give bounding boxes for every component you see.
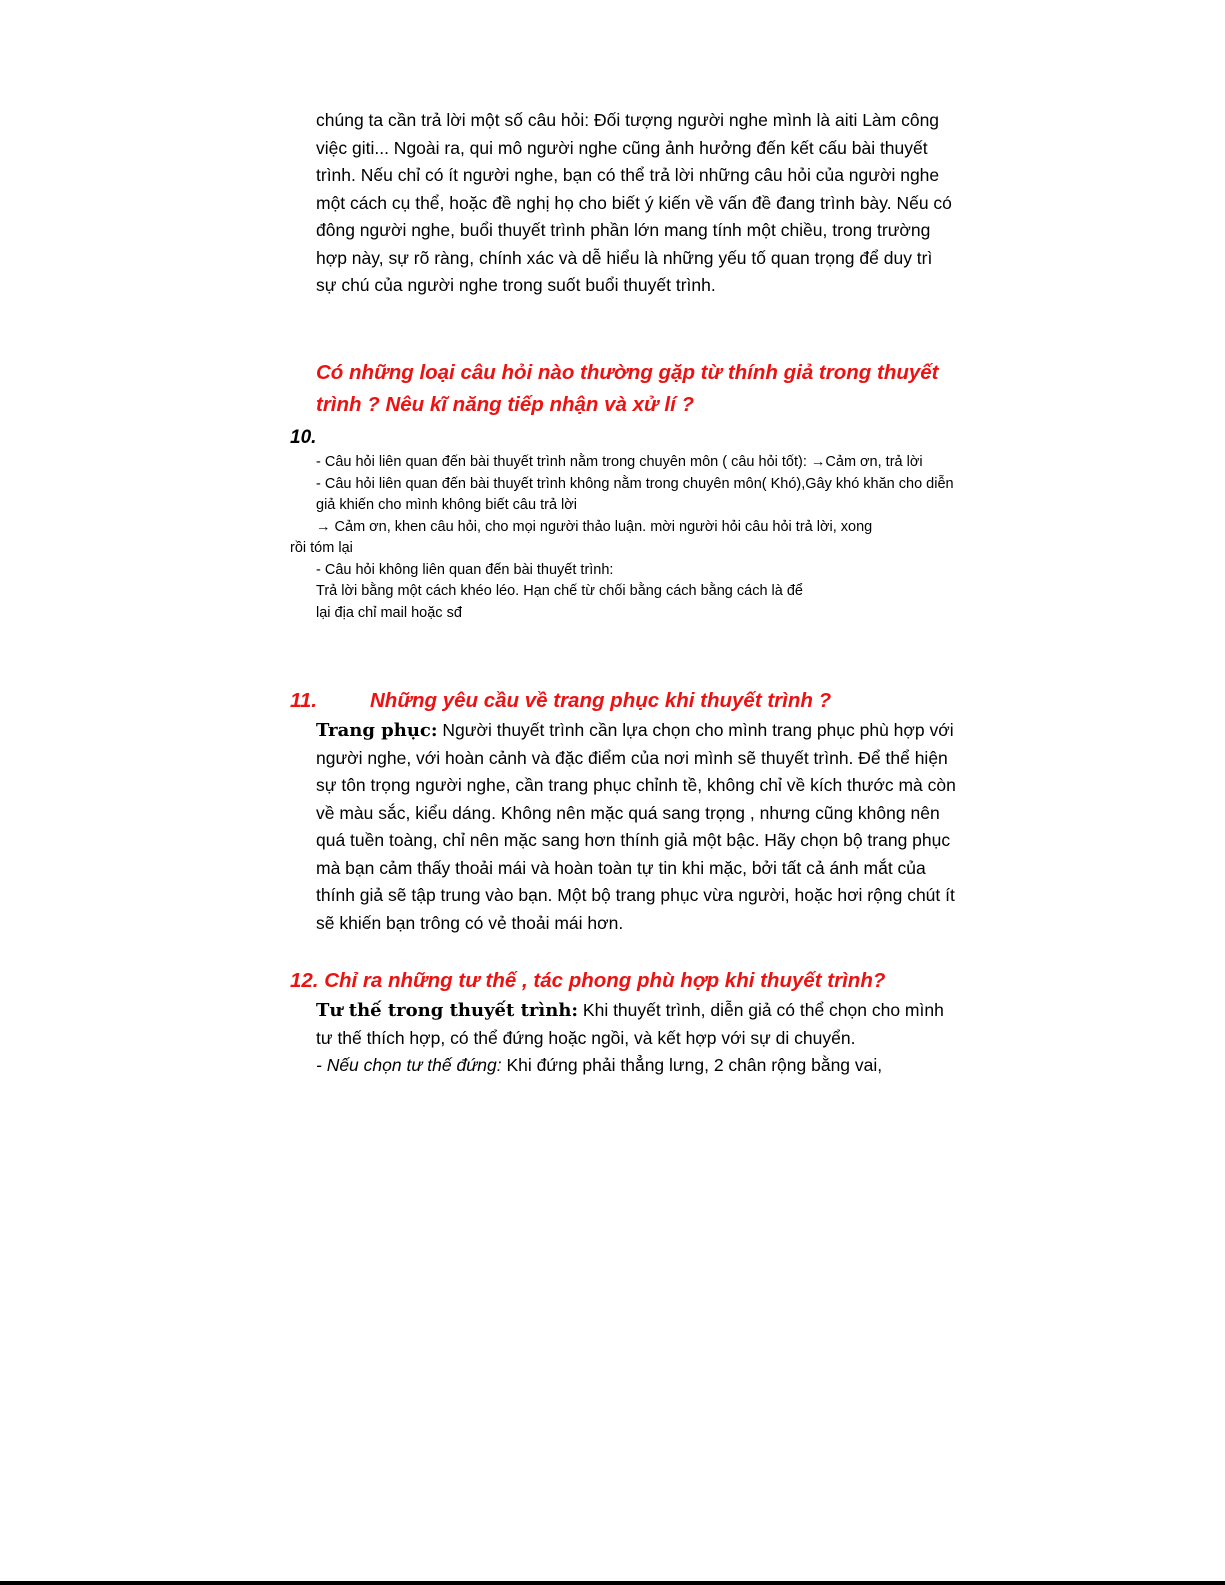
question-12-answer (316, 997, 956, 1080)
question-12-heading: 12. Chỉ ra những tư thế , tác phong phù hợp khi thuyết trình? (290, 969, 886, 992)
answer-line: Trả lời bằng một cách khéo léo. Hạn chế từ chối bằng cách bằng cách là để (316, 583, 803, 599)
answer-line: - Câu hỏi liên quan đến bài thuyết trình không nằm trong chuyên môn( Khó),Gây khó khăn cho diễn giả khiến cho mình không biết câu trả lời (316, 475, 954, 513)
question-11-number: 11. (290, 689, 317, 712)
answer-sub-lead: - Nếu chọn tư thế đứng: (316, 1055, 502, 1075)
question-11-answer (316, 717, 956, 937)
answer-line: → Cảm ơn, khen câu hỏi, cho mọi người thảo luận. mời người hỏi câu hỏi trả lời, xong (316, 518, 873, 535)
answer-line: - Câu hỏi không liên quan đến bài thuyết trình: (316, 561, 614, 578)
question-10-heading: Có những loại câu hỏi nào thường gặp từ thính giả trong thuyết trình ? Nêu kĩ năng tiếp nhận và xử lí ? (316, 361, 939, 416)
answer-sub-text: Khi đứng phải thẳng lưng, 2 chân rộng bằng vai, (501, 1055, 883, 1075)
question-10-number: 10. (290, 427, 317, 448)
answer-line: - Câu hỏi liên quan đến bài thuyết trình nằm trong chuyên môn ( câu hỏi tốt): →Cảm ơn, trả lời (316, 454, 923, 470)
page-bottom-border (0, 1581, 1225, 1585)
question-10-answer (290, 452, 970, 624)
answer-line: rồi tóm lại (290, 540, 353, 556)
question-11-heading: Những yêu cầu về trang phục khi thuyết trình ? (370, 689, 832, 712)
answer-text: Người thuyết trình cần lựa chọn cho mình trang phục phù hợp với người nghe, với hoàn cảnh và đặc điểm của nơi mình sẽ thuyết trình. Để thể hiện sự tôn trọng người nghe, cần trang phục chỉnh tề, không chỉ về kích thước mà còn về màu sắc, kiểu dáng. Không nên mặc quá sang trọng , nhưng cũng không nên quá tuền toàng, chỉ nên mặc sang hơn thính giả một bậc. Hãy chọn bộ trang phục mà bạn cảm thấy thoải mái và hoàn toàn tự tin khi mặc, bởi tất cả ánh mắt của thính giả sẽ tập trung vào bạn. Một bộ trang phục vừa người, hoặc hơi rộng chút ít sẽ khiến bạn trông có vẻ thoải mái hơn. (316, 720, 956, 933)
answer-line: lại địa chỉ mail hoặc sđ (316, 604, 462, 621)
intro-paragraph: chúng ta cần trả lời một số câu hỏi: Đối tượng người nghe mình là aiti Làm công việc giti... Ngoài ra, qui mô người nghe cũng ảnh hưởng đến kết cấu bài thuyết trình. Nếu chỉ có ít người nghe, bạn có thể trả lời những câu hỏi của người nghe một cách cụ thể, hoặc đề nghị họ cho biết ý kiến về vấn đề đang trình bày. Nếu có đông người nghe, buổi thuyết trình phần lớn mang tính một chiều, trong trường hợp này, sự rõ ràng, chính xác và dễ hiểu là những yếu tố quan trọng để duy trì sự chú của người nghe trong suốt buổi thuyết trình. (316, 110, 952, 295)
answer-text: Khi thuyết trình, diễn giả có thể chọn cho mình tư thế thích hợp, có thể đứng hoặc ngồi, và kết hợp với sự di chuyển. (316, 1000, 944, 1048)
answer-lead: Trang phục: (316, 720, 438, 741)
answer-lead: Tư thế trong thuyết trình: (316, 1000, 579, 1021)
